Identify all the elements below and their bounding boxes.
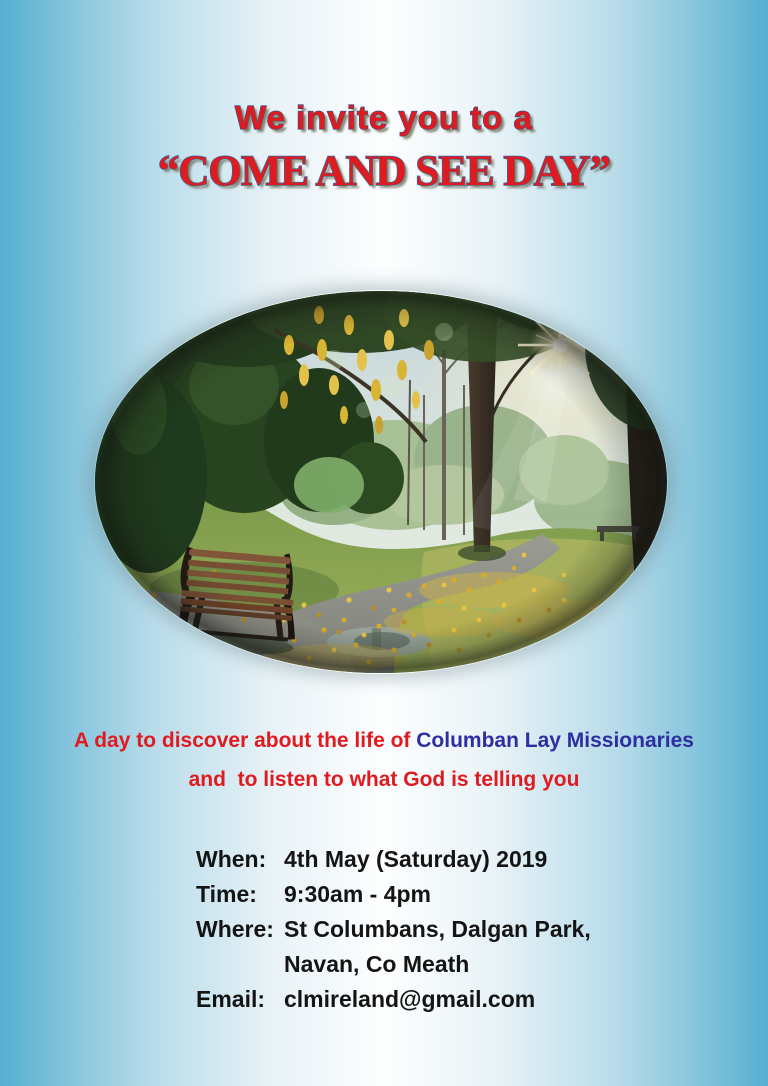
message-line-1-red: A day to discover about the life of xyxy=(73,729,417,752)
where-value: St Columbans, Dalgan Park, xyxy=(284,916,591,942)
park-photo-illustration xyxy=(94,290,668,674)
where-value-line-2: Navan, Co Meath xyxy=(284,951,470,977)
email-label: Email: xyxy=(196,986,266,1012)
time-value: 9:30am - 4pm xyxy=(284,881,432,907)
intro-line: We invite you to a xyxy=(235,99,533,136)
where-label: Where: xyxy=(196,916,274,942)
when-value: 4th May (Saturday) 2019 xyxy=(284,846,548,872)
vignette xyxy=(94,290,668,674)
message-line-1-navy: Columban Lay Missionaries xyxy=(416,729,694,752)
time-label: Time: xyxy=(196,881,257,907)
email-value: clmireland@gmail.com xyxy=(284,986,536,1012)
park-photo xyxy=(94,290,668,674)
right-trunk-base xyxy=(620,621,668,639)
where-label-spacer xyxy=(196,947,284,982)
message-line-1 xyxy=(0,729,768,753)
message-line-2: and to listen to what God is telling you xyxy=(188,768,580,791)
event-details xyxy=(196,842,591,1017)
when-label: When: xyxy=(196,846,267,872)
page-title: “COME AND SEE DAY” xyxy=(157,148,611,195)
